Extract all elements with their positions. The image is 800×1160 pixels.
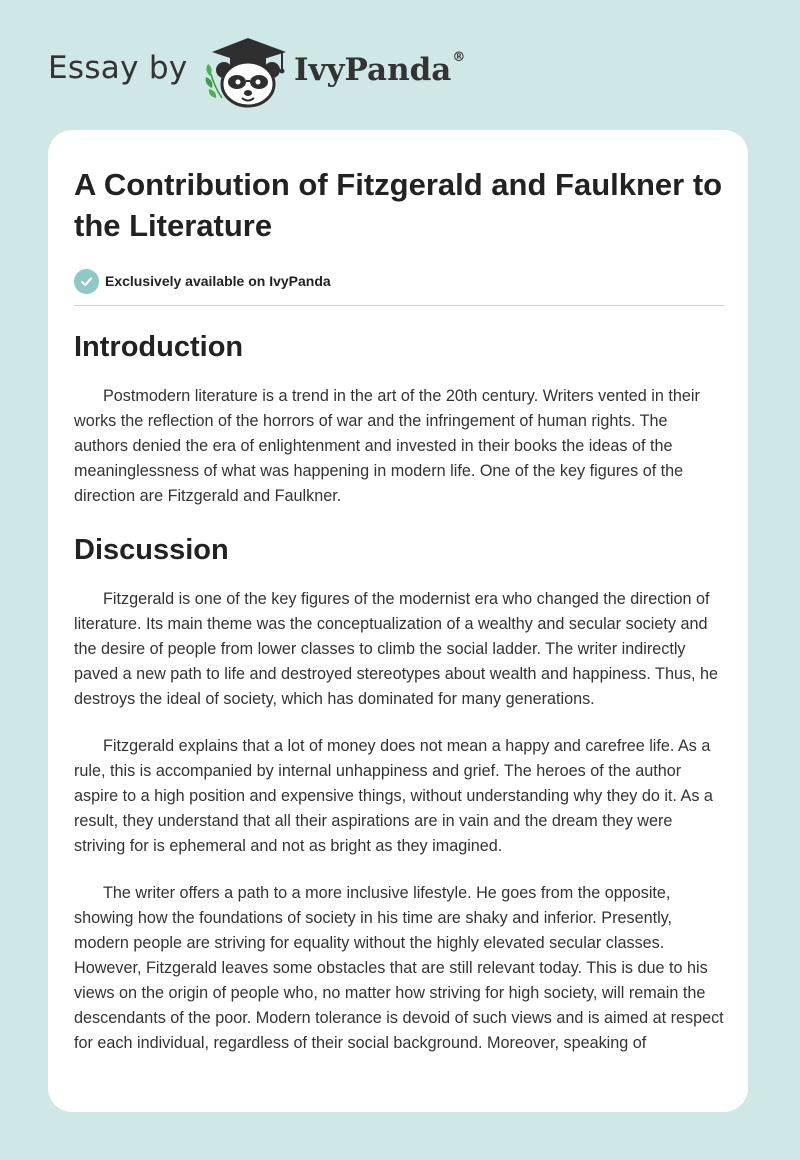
essay-by-label: Essay by — [48, 50, 188, 86]
divider — [74, 305, 724, 306]
paragraph: Postmodern literature is a trend in the art of the 20th century. Writers vented in their works the reflection of the horrors of war and the infringement of human rights. The authors denied the era of enlightenment and invested in their books the ideas of the meaninglessness of what was happening in modern life. One of the key figures of the direction are Fitzgerald and Faulkner. — [74, 387, 700, 505]
essay-content — [74, 164, 724, 1056]
section-heading-introduction: Introduction — [74, 331, 244, 363]
essay-card — [48, 130, 748, 1112]
exclusive-badge — [74, 268, 724, 294]
essay-title: A Contribution of Fitzgerald and Faulkner to the Literature — [74, 167, 723, 243]
paragraph: Fitzgerald explains that a lot of money does not mean a happy and carefree life. As a rule, this is accompanied by internal unhappiness and grief. The heroes of the author aspire to a high position and expensive things, without understanding why they do it. As a result, they understand that all their aspirations are in vain and the dream they were striving for is ephemeral and not as bright as they imagined. — [74, 737, 713, 855]
site-header — [48, 34, 648, 114]
check-icon — [74, 269, 99, 294]
brand-name[interactable]: IvyPanda® — [294, 50, 466, 88]
panda-logo-icon[interactable] — [202, 34, 292, 110]
exclusive-label: Exclusively available on IvyPanda — [105, 273, 331, 289]
paragraph: The writer offers a path to a more inclusive lifestyle. He goes from the opposite, showing how the foundations of society in his time are shaky and inferior. Presently, modern people are striving for equality without the highly elevated secular classes. However, Fitzgerald leaves some obstacles that are still relevant today. This is due to his views on the origin of people who, no matter how striving for high society, will remain the descendants of the poor. Modern tolerance is devoid of such views and is aimed at respect for each individual, regardless of their social background. Moreover, speaking of — [74, 884, 724, 1052]
section-heading-discussion: Discussion — [74, 534, 229, 566]
registered-mark: ® — [452, 50, 466, 65]
paragraph: Fitzgerald is one of the key figures of the modernist era who changed the direction of literature. Its main theme was the conceptualization of a wealthy and secular society and the desire of people from lower classes to climb the social ladder. The writer indirectly paved a new path to life and destroyed stereotypes about wealth and happiness. Thus, he destroys the ideal of society, which has dominated for many generations. — [74, 590, 719, 708]
